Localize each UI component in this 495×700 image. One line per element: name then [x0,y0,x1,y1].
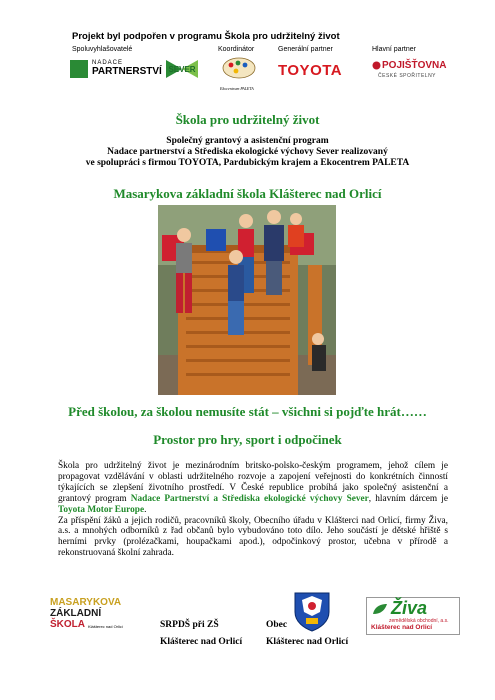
pojistovna-logo-subtext: ČESKÉ SPOŘITELNY [378,73,437,79]
ziva-leaf-icon [371,602,389,616]
label-main-partner: Hlavní partner [372,46,416,53]
label-coorganizers: Spoluvyhlašovatelé [72,46,133,53]
program-line-1: Společný grantový a asistenční program [166,136,329,146]
program-line-3: ve spolupráci s firmou TOYOTA, Pardubickým krajem a Ekocentrem PALETA [85,158,410,168]
srpds-location: Klášterec nad Orlicí [160,637,243,647]
srpds-label: SRPDŠ při ZŠ [160,620,219,630]
description-paragraph [58,461,448,559]
label-coordinator: Koordinátor [218,46,255,53]
label-general-partner: Generální partner [278,46,333,53]
slogan: Před školou, za školou nemusíte stát – všichni si pojďte hrát…… [68,404,427,419]
sever-logo [160,56,204,82]
pojistovna-logo [372,60,447,82]
paragraph-highlight-1: Nadace Partnerství a Střediska ekologické výchovy Sever [130,493,369,504]
paleta-logo-text: Ekocentrum PALETA [220,86,254,91]
mzs-logo-line-2: ZÁKLADNÍ [50,608,102,619]
pojistovna-logo-text: POJIŠŤOVNA [382,60,447,71]
nadace-logo-text: NADACE [92,60,124,66]
sever-logo-text: SEVER [168,65,196,74]
ziva-logo [366,597,460,635]
obec-label: Obec [266,620,288,630]
page-title: Škola pro udržitelný život [175,112,320,127]
masarykova-school-logo [50,597,130,633]
partnerstvi-logo-text: PARTNERSTVÍ [92,66,162,77]
subheading: Prostor pro hry, sport i odpočinek [153,432,342,447]
obec-location: Klášterec nad Orlicí [266,637,349,647]
program-line-2: Nadace partnerství a Střediska ekologické výchovy Sever realizovaný [107,147,388,157]
nadace-partnerstvi-logo [70,60,162,80]
paragraph-text-2: , hlavním dárcem je [368,493,448,504]
paragraph-text-3: . [144,504,147,515]
paragraph-text-4: Za příspění žáků a jejich rodičů, pracovníků školy, Obecního úřadu v Klášterci nad Orlicí, firmy Živa, a.s. a mnohých odborníků z řad občanů bylo vybudováno toto dílo. Jeho součástí je dětské hřiště s herními prvky (prolézačkami, houpačkami apod.), odpočinkový prostor, učebna v přírodě a rekonstruovaná školní zahrada. [58,515,448,559]
ziva-logo-subtext-1: zemědělská obchodní, a.s. [389,618,449,624]
playground-photo [158,205,336,395]
paragraph-text-1: Škola pro udržitelný život je mezinárodním britsko-polsko-českým programem, jehož cílem je propagovat vzdělávání v oblasti udržitelného rozvoje a zapojení veřejnosti do konkrétních činností týkajících se zlepšení životního prostředí. V České republice probíhá jako společný asistenční a grantový program [58,461,448,504]
mzs-logo-line-3: ŠKOLA [50,619,85,630]
mzs-logo-line-1: MASARYKOVA [50,597,122,608]
ziva-logo-subtext-2: Klášterec nad Orlicí [371,624,433,631]
coat-of-arms-icon [292,590,332,632]
paragraph-highlight-2: Toyota Motor Europe [58,504,145,515]
school-name: Masarykova základní škola Klášterec nad Orlicí [113,186,382,201]
mzs-logo-subtext: Klášterec nad Orlicí [88,624,123,629]
toyota-logo: TOYOTA [278,62,343,79]
ziva-logo-name: Živa [391,598,428,618]
project-header: Projekt byl podpořen v programu Škola pro udržitelný život [72,31,340,42]
paleta-logo [218,56,260,86]
